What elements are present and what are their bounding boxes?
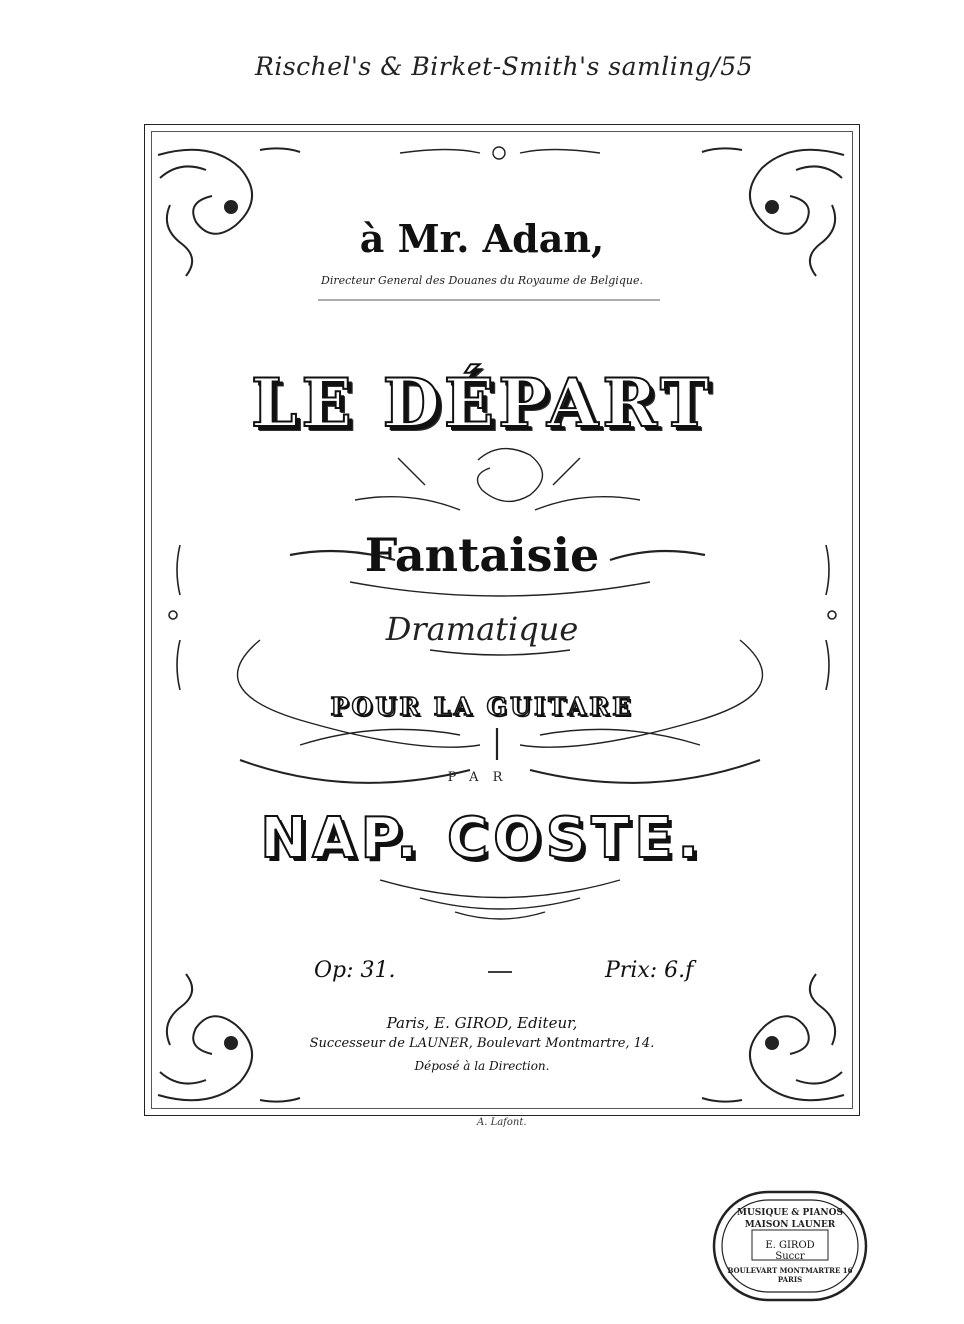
page-title: LE DÉPART (250, 364, 714, 442)
by-line: PAR (447, 770, 517, 785)
stamp-top-text: MUSIQUE & PIANOS (737, 1208, 843, 1218)
composer-name: NAP. COSTE. (260, 806, 704, 871)
price: Prix: 6.f (605, 958, 694, 983)
stamp-middle-text: MAISON LAUNER (744, 1220, 836, 1230)
publisher-line-1: Paris, E. GIROD, Editeur, (386, 1014, 578, 1032)
publisher-line-3: Déposé à la Direction. (414, 1059, 550, 1073)
stamp-bottom-text: BOULEVART MONTMARTRE 16 PARIS (727, 1266, 853, 1284)
subtitle-fantaisie: Fantaisie (364, 528, 600, 582)
subtitle-dramatique: Dramatique (385, 610, 579, 648)
instrument-line: POUR LA GUITARE (330, 692, 634, 721)
dedication-subtitle: Directeur General des Douanes du Royaume de Belgique. (321, 274, 643, 287)
stamp-center-text: E. GIROD Succr (765, 1240, 815, 1262)
dedication-line: à Mr. Adan, (359, 216, 605, 261)
opus-number: Op: 31. (314, 958, 396, 983)
engraver-credit: A. Lafont. (477, 1117, 527, 1128)
handwritten-annotation: Rischel's & Birket-Smith's samling/55 (255, 52, 754, 81)
publisher-line-2: Successeur de LAUNER, Boulevart Montmartre, 14. (309, 1036, 655, 1051)
